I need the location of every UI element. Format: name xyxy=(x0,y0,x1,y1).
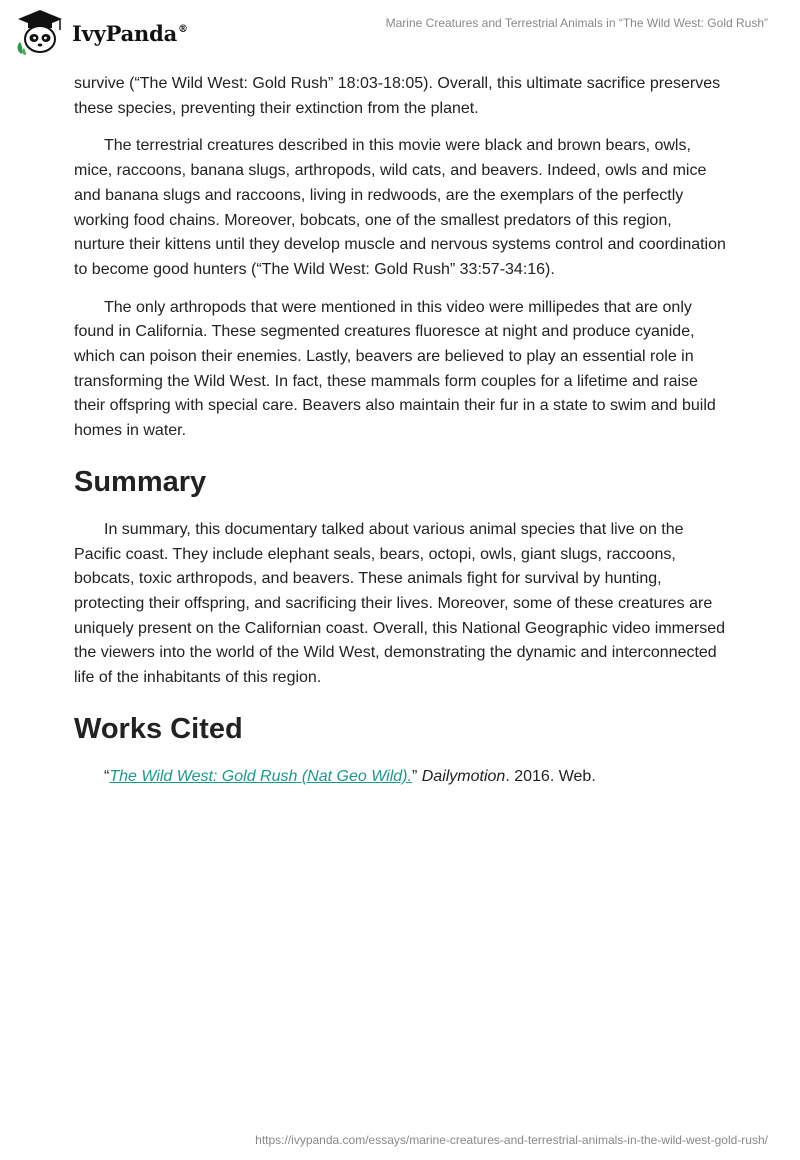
citation-title-link[interactable]: The Wild West: Gold Rush (Nat Geo Wild). xyxy=(109,767,412,785)
body-paragraph: The only arthropods that were mentioned in this video were millipedes that are only found in California. These segmented creatures fluoresce at night and produce cyanide, which can poison their enemies. Lastly, beavers are believed to play an essential role in transforming the Wild West. In fact, these mammals form couples for a lifetime and raise their offspring with special care. Beavers also maintain their fur in a state to swim and build homes in water. xyxy=(74,298,716,440)
citation-details: . 2016. Web. xyxy=(505,767,596,785)
page-header xyxy=(0,0,800,70)
panda-graduate-icon xyxy=(14,8,66,56)
citation-open-quote: “ xyxy=(104,767,110,785)
citation-entry xyxy=(104,765,726,789)
citation-source: Dailymotion xyxy=(421,767,506,785)
summary-heading: Summary xyxy=(74,465,207,498)
brand-name: IvyPanda® xyxy=(72,20,188,46)
essay-title-header: Marine Creatures and Terrestrial Animals in “The Wild West: Gold Rush” xyxy=(385,16,768,30)
body-paragraph: survive (“The Wild West: Gold Rush” 18:03-18:05). Overall, this ultimate sacrifice preserves these species, preventing their extinction from the planet. xyxy=(74,75,721,117)
works-cited-heading: Works Cited xyxy=(74,712,243,745)
citation-close-quote: ” xyxy=(411,767,422,785)
body-paragraph: The terrestrial creatures described in this movie were black and brown bears, owls, mice, raccoons, banana slugs, arthropods, wild cats, and beavers. Indeed, owls and mice and banana slugs and raccoons, living in redwoods, are the exemplars of the perfectly working food chains. Moreover, bobcats, one of the smallest predators of this region, nurture their kittens until they develop muscle and nervous systems control and coordination to become good hunters (“The Wild West: Gold Rush” 33:57-34:16). xyxy=(74,137,726,278)
footer-url[interactable]: https://ivypanda.com/essays/marine-creatures-and-terrestrial-animals-in-the-wild-west-gold-rush/ xyxy=(255,1133,768,1147)
ivypanda-logo[interactable] xyxy=(14,8,194,56)
essay-body xyxy=(74,72,726,789)
summary-paragraph: In summary, this documentary talked about various animal species that live on the Pacific coast. They include elephant seals, bears, octopi, owls, giant slugs, raccoons, bobcats, toxic arthropods, and beavers. These animals fight for survival by hunting, protecting their offspring, and sacrificing their lives. Moreover, some of these creatures are uniquely present on the Californian coast. Overall, this National Geographic video immersed the viewers into the world of the Wild West, demonstrating the dynamic and interconnected life of the inhabitants of this region. xyxy=(74,520,726,687)
